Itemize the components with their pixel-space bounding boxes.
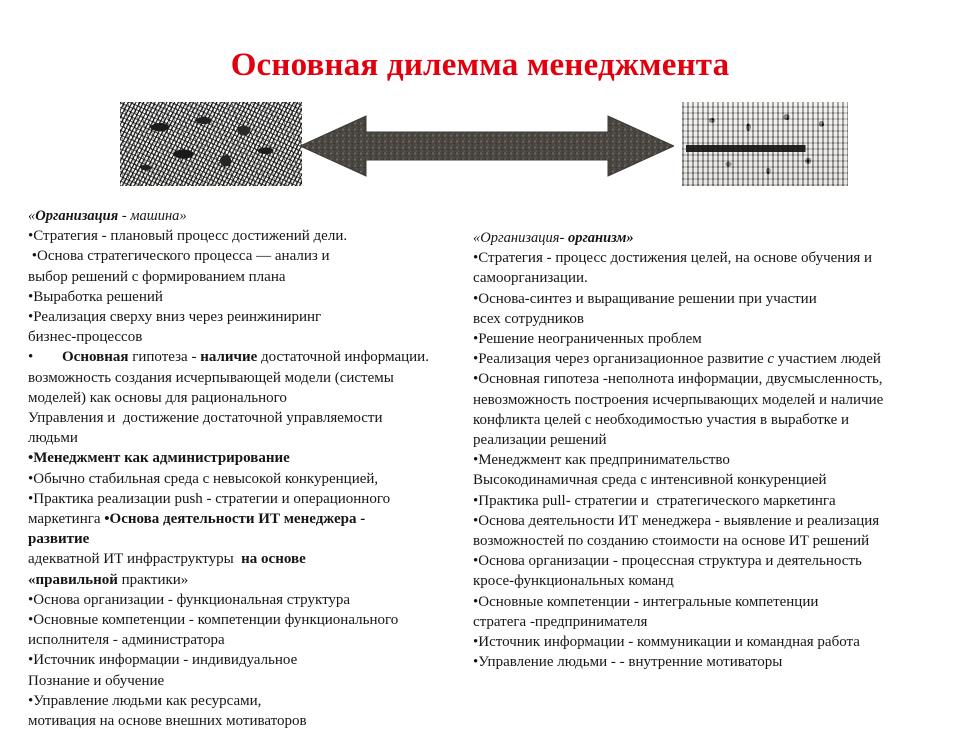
organization-as-organism-photo: [682, 102, 848, 186]
page-title: Основная дилемма менеджмента: [230, 47, 730, 83]
left-line-1: •Стратегия - плановый процесс достижений дели.: [28, 228, 348, 245]
left-line-8: моделей) как основы для рационального: [28, 389, 287, 406]
right-line-9: реализации решений: [473, 432, 607, 449]
right-line-5: •Решение неограниченных проблем: [473, 331, 702, 348]
right-realization-line: [473, 349, 939, 369]
right-line-14: возможностей по созданию стоимости на основе ИТ решений: [473, 533, 870, 550]
left-line-2: •Основа стратегического процесса — анализ и: [28, 248, 330, 265]
left-it-manager-bold: •Основа деятельности ИТ менеджера -: [104, 511, 366, 528]
left-line-17: Познание и обучение: [28, 672, 165, 689]
right-column: [473, 228, 939, 672]
left-line-9: Управления и достижение достаточной управляемости: [28, 410, 383, 427]
left-line-19: мотивация на основе внешних мотиваторов: [28, 713, 307, 730]
left-line-7: возможность создания исчерпывающей модели (системы: [28, 369, 394, 386]
left-practice-rest: практики»: [117, 571, 189, 588]
right-heading-bold: организм»: [567, 230, 634, 246]
left-line-11: •Обычно стабильная среда с невысокой конкуренцией,: [28, 470, 379, 487]
right-realization-suffix: участием людей: [774, 351, 881, 368]
left-line-3: выбор решений с формированием плана: [28, 268, 286, 285]
left-practice-bold: «правильной: [28, 571, 118, 588]
right-line-12: •Практика pull- стратегии и стратегического маркетинга: [473, 492, 836, 509]
left-heading-quote: «: [28, 208, 36, 224]
right-line-1: •Стратегия - процесс достижения целей, на основе обучения и: [473, 250, 873, 267]
left-hypothesis-bold-1: Основная: [62, 349, 129, 366]
double-headed-arrow: [300, 110, 674, 182]
right-line-11: Высокодинамичная среда с интенсивной конкуренцией: [473, 472, 827, 489]
left-practice-line: [28, 570, 448, 590]
left-line-14: •Основные компетенции - компетенции функционального: [28, 612, 399, 629]
left-management-line: •Менеджмент как администрирование: [28, 450, 290, 467]
left-it-manager-bold-next: развитие: [28, 531, 90, 548]
left-line-5: •Реализация сверху вниз через реинжиниринг: [28, 309, 322, 326]
right-line-7: невозможность построения исчерпывающих моделей и наличие: [473, 391, 884, 408]
left-line-4: •Выработка решений: [28, 288, 163, 305]
right-line-13: •Основа деятельности ИТ менеджера - выявление и реализация: [473, 512, 880, 529]
left-line-12: •Практика реализации push - стратегии и операционного: [28, 490, 391, 507]
left-it-manager-prefix: маркетинга: [28, 511, 105, 528]
left-it-manager-line: [28, 509, 448, 529]
left-hypothesis-bold-2: наличие: [200, 349, 258, 366]
left-line-6: бизнес-процессов: [28, 329, 143, 346]
right-heading-plain: Организация-: [480, 230, 568, 246]
right-heading-quote: «: [473, 230, 481, 246]
right-line-20: •Управление людьми - - внутренние мотиваторы: [473, 654, 783, 671]
left-heading-rest: - машина»: [118, 208, 187, 224]
right-line-16: кросе-функциональных команд: [473, 573, 674, 590]
left-hypothesis-tail: достаточной информации.: [257, 349, 429, 366]
right-realization-italic: с: [767, 351, 775, 368]
left-column-heading: [28, 206, 448, 226]
right-line-2: самоорганизации.: [473, 270, 588, 287]
left-infra-line: [28, 549, 448, 569]
right-line-8: конфликта целей с необходимостью участия в выработке и: [473, 411, 850, 428]
right-line-18: стратега -предпринимателя: [473, 613, 648, 630]
right-line-19: •Источник информации - коммуникации и командная работа: [473, 634, 860, 651]
graphic-band: [0, 100, 960, 192]
right-line-10: •Менеджмент как предпринимательство: [473, 452, 730, 469]
left-infra-prefix: адекватной ИТ инфраструктуры: [28, 551, 242, 568]
left-hypothesis-bullet: •: [28, 349, 34, 366]
left-line-18: •Управление людьми как ресурсами,: [28, 692, 262, 709]
right-line-6: •Основная гипотеза -неполнота информации, двусмысленность,: [473, 371, 883, 388]
right-realization-prefix: •Реализация через организационное развитие: [473, 351, 768, 368]
right-line-4: всех сотрудников: [473, 310, 584, 327]
organization-as-machine-engraving: [120, 102, 302, 186]
right-line-17: •Основные компетенции - интегральные компетенции: [473, 593, 819, 610]
right-line-15: •Основа организации - процессная структура и деятельность: [473, 553, 862, 570]
left-hypothesis-line: [28, 347, 448, 367]
right-column-heading: [473, 228, 939, 248]
left-column: [28, 206, 448, 731]
left-line-13: •Основа организации - функциональная структура: [28, 591, 351, 608]
left-line-16: •Источник информации - индивидуальное: [28, 652, 298, 669]
left-line-10: людьми: [28, 430, 78, 447]
left-line-15: исполнителя - администратора: [28, 632, 225, 649]
left-hypothesis-mid: гипотеза -: [128, 349, 201, 366]
left-infra-bold: на основе: [241, 551, 306, 568]
right-line-3: •Основа-синтез и выращивание решении при участии: [473, 290, 817, 307]
left-heading-bold: Организация: [35, 208, 119, 224]
